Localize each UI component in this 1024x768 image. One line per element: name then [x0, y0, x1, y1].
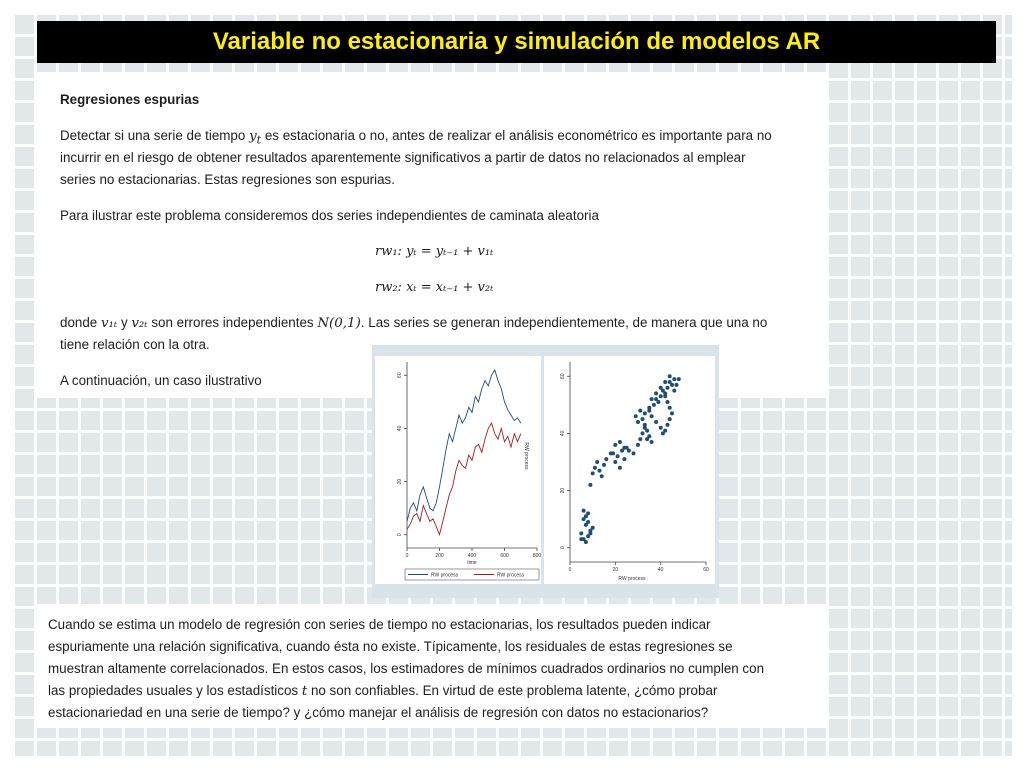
x-axis-label: time [467, 560, 477, 566]
scatter-point [677, 377, 681, 381]
scatter-point [593, 466, 597, 470]
text-run: . Las series se generan independientemente, de manera que una no [360, 315, 768, 330]
scatter-point [650, 440, 654, 444]
scatter-chart-panel [544, 356, 715, 584]
scatter-point [582, 509, 586, 513]
scatter-point [663, 380, 667, 384]
scatter-point [613, 443, 617, 447]
x-tick-label: 40 [657, 567, 664, 573]
scatter-point [643, 423, 647, 427]
scatter-point [650, 414, 654, 418]
scatter-point [579, 537, 583, 541]
text-run: son errores independientes [147, 315, 318, 330]
scatter-point [666, 400, 670, 404]
text-run: y [117, 315, 132, 330]
scatter-point [618, 466, 622, 470]
math-normal: N(0,1) [317, 316, 361, 331]
scatter-point [654, 420, 658, 424]
equation-rw1: rw₁: yₜ = yₜ₋₁ + v₁ₜ [375, 244, 494, 259]
scatter-point [645, 437, 649, 441]
paragraph-5-line-4 [48, 680, 717, 703]
scatter-point [604, 457, 608, 461]
scatter-point [643, 411, 647, 415]
equation-rw2: rw₂: xₜ = xₜ₋₁ + v₂ₜ [375, 280, 494, 295]
scatter-point [668, 417, 672, 421]
y-tick-label: 60 [560, 373, 566, 380]
series-line-1 [407, 370, 521, 521]
scatter-point [618, 440, 622, 444]
line-chart-panel [375, 356, 541, 584]
scatter-point [675, 383, 679, 387]
x-axis-label: RW process [618, 576, 646, 582]
scatter-point [672, 377, 676, 381]
text-run: las propiedades usuales y los estadísticos [48, 683, 302, 698]
paragraph-5-line-5: estacionariedad en una serie de tiempo? y ¿cómo manejar el análisis de regresión con datos no estacionarios? [48, 705, 709, 720]
x-tick-label: 0 [568, 567, 572, 573]
text-run: t [256, 133, 262, 147]
scatter-point [638, 437, 642, 441]
scatter-point [641, 431, 645, 435]
scatter-chart [544, 356, 715, 584]
scatter-point [666, 386, 670, 390]
y-tick-label: 0 [560, 546, 566, 550]
scatter-point [613, 460, 617, 464]
scatter-point [663, 429, 667, 433]
math-t: t [301, 684, 308, 699]
scatter-point [611, 451, 615, 455]
scatter-point [650, 397, 654, 401]
scatter-point [659, 386, 663, 390]
y-tick-label: 0 [397, 533, 403, 537]
scatter-point [638, 409, 642, 413]
scatter-point [600, 474, 604, 478]
paragraph-5-line-3: muestran altamente correlacionados. En estos casos, los estimadores de mínimos cuadrados ordinarios no cumplen con [48, 661, 765, 676]
text-run: y [249, 129, 257, 144]
scatter-point [622, 446, 626, 450]
text-run: Detectar si una serie de tiempo [60, 128, 250, 143]
scatter-point [663, 394, 667, 398]
text-run: donde [60, 315, 101, 330]
scatter-point [654, 391, 658, 395]
scatter-point [636, 420, 640, 424]
scatter-point [634, 414, 638, 418]
scatter-point [636, 443, 640, 447]
math-v1t: v₁ₜ [100, 316, 118, 331]
x-tick-label: 400 [467, 553, 477, 559]
y-tick-label: 40 [397, 425, 403, 432]
scatter-point [584, 514, 588, 518]
scatter-point [627, 449, 631, 453]
scatter-point [588, 531, 592, 535]
scatter-point [672, 389, 676, 393]
scatter-point [647, 409, 651, 413]
text-run: no son confiables. En virtud de este problema latente, ¿cómo probar [307, 683, 718, 698]
slide-title: Variable no estacionaria y simulación de modelos AR [37, 21, 996, 63]
x-tick-label: 60 [703, 567, 709, 573]
x-tick-label: 200 [435, 553, 444, 559]
paragraph-1-line-2: incurrir en el riesgo de obtener resultados aparentemente significativos a partir de datos no relacionados al emplear [60, 150, 746, 165]
scatter-point [652, 403, 656, 407]
scatter-point [632, 451, 636, 455]
scatter-point [622, 457, 626, 461]
paragraph-1-line-3: series no estacionarias. Estas regresiones son espurias. [60, 172, 395, 187]
scatter-point [645, 429, 649, 433]
x-tick-label: 600 [500, 553, 509, 559]
paragraph-3-line-1 [60, 312, 767, 335]
x-tick-label: 800 [532, 553, 541, 559]
y-tick-label: 20 [560, 487, 566, 494]
math-v2t: v₂ₜ [131, 316, 148, 331]
scatter-point [641, 417, 645, 421]
scatter-point [668, 374, 672, 378]
scatter-point [591, 471, 595, 475]
scatter-point [666, 423, 670, 427]
scatter-point [588, 483, 592, 487]
x-tick-label: 0 [405, 553, 409, 559]
series-line-2 [407, 423, 521, 535]
scatter-point [595, 460, 599, 464]
scatter-point [659, 394, 663, 398]
legend-label-2: RW process [497, 572, 525, 579]
line-chart [375, 356, 541, 584]
scatter-point [584, 540, 588, 544]
scatter-point [602, 463, 606, 467]
paragraph-5-line-1: Cuando se estima un modelo de regresión con series de tiempo no estacionarias, los resultados pueden indicar [48, 617, 711, 632]
section-heading: Regresiones espurias [60, 92, 200, 107]
math-var-y [249, 129, 262, 147]
scatter-point [670, 411, 674, 415]
paragraph-5-line-2: espuriamente una relación significativa, cuando ésta no existe. Típicamente, los residuales de estas regresiones se [48, 639, 733, 654]
scatter-point [668, 406, 672, 410]
scatter-point [591, 526, 595, 530]
paragraph-4: A continuación, un caso ilustrativo [60, 373, 262, 388]
x-tick-label: 20 [612, 567, 619, 573]
scatter-point [598, 469, 602, 473]
paragraph-3-line-2: tiene relación con la otra. [60, 337, 210, 352]
y-tick-label: 20 [397, 478, 403, 485]
scatter-point [586, 520, 590, 524]
scatter-point [656, 400, 660, 404]
scatter-point [670, 383, 674, 387]
scatter-point [579, 531, 583, 535]
right-axis-label: RW process [523, 442, 529, 470]
y-tick-label: 40 [560, 430, 566, 437]
scatter-point [659, 426, 663, 430]
paragraph-2: Para ilustrar este problema consideremos dos series independientes de caminata aleatoria [60, 208, 599, 223]
legend-label-1: RW process [431, 572, 459, 579]
scatter-point [616, 454, 620, 458]
text-run: es estacionaria o no, antes de realizar el análisis econométrico es importante para no [261, 128, 772, 143]
y-tick-label: 60 [397, 372, 403, 379]
